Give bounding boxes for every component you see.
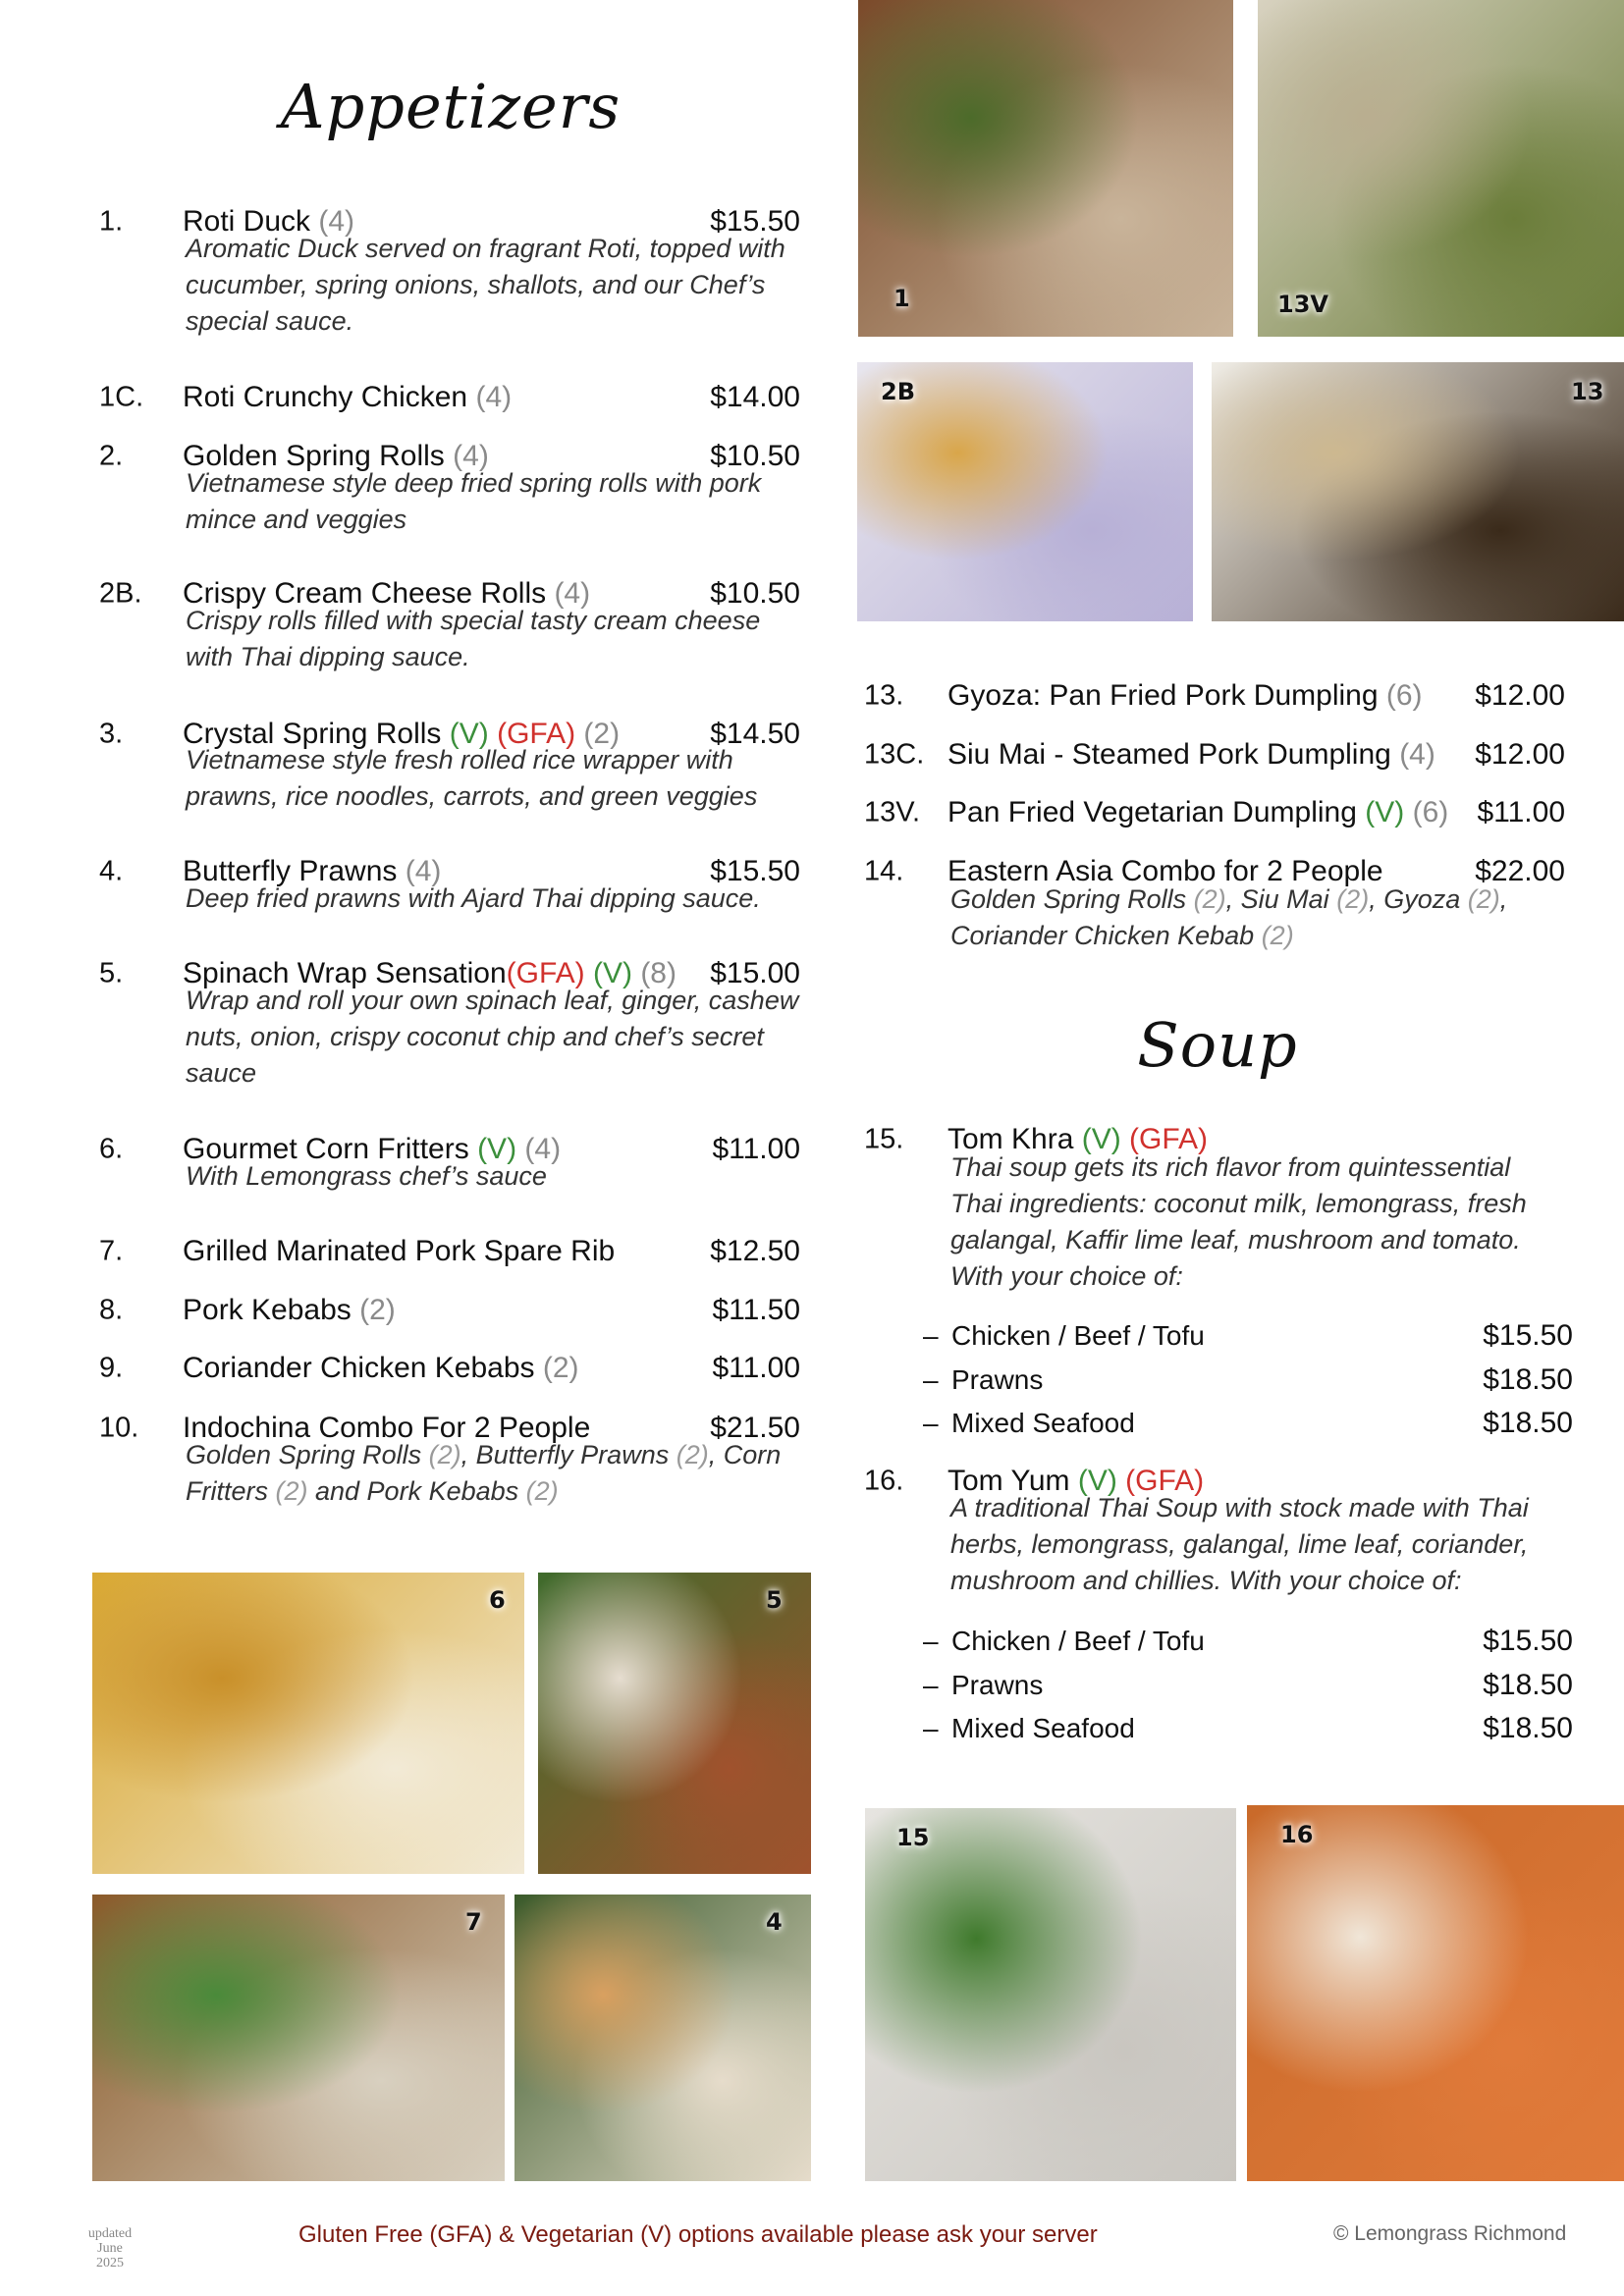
item-name-text: Coriander Chicken Kebabs	[183, 1352, 535, 1384]
item-price: $10.50	[710, 440, 800, 472]
photo-item-number: 6	[489, 1586, 506, 1614]
description-text: Golden Spring Rolls	[950, 884, 1194, 914]
description-text: and Pork Kebabs	[307, 1476, 526, 1506]
description-text: Aromatic Duck served on fragrant Roti, topped with	[186, 234, 785, 263]
soup-option-label: Prawns	[951, 1670, 1044, 1700]
description-line	[186, 639, 760, 675]
soup-option-label: Chicken / Beef / Tofu	[951, 1320, 1205, 1351]
updated-date: updated June 2025	[87, 2226, 133, 2270]
menu-item-name	[947, 679, 1423, 713]
vegetarian-badge: (V)	[1069, 1465, 1117, 1497]
option-bullet: –	[923, 1713, 939, 1743]
description-text: sauce	[186, 1058, 257, 1088]
portion-count: (2)	[1193, 884, 1226, 914]
soup-option-label: Mixed Seafood	[951, 1408, 1135, 1438]
food-photo-16	[1247, 1805, 1624, 2181]
item-name-text: Roti Duck	[183, 205, 311, 238]
description-text: , Gyoza	[1369, 884, 1468, 914]
description-text: , Siu Mai	[1225, 884, 1337, 914]
description-text: with Thai dipping sauce.	[186, 642, 470, 671]
item-price: $12.50	[710, 1235, 800, 1267]
item-name-text: Spinach Wrap Sensation	[183, 957, 507, 989]
item-description	[950, 1490, 1529, 1599]
portion-count: (2)	[351, 1294, 396, 1326]
food-photo-15	[865, 1808, 1236, 2181]
description-text: nuts, onion, crispy coconut chip and chef’s secret	[186, 1022, 764, 1051]
portion-count: (2)	[1261, 921, 1294, 950]
vegetarian-badge: (V)	[1073, 1123, 1121, 1155]
food-photo-13	[1212, 362, 1624, 621]
description-text: Wrap and roll your own spinach leaf, ginger, cashew	[186, 986, 799, 1015]
menu-item-name	[183, 1294, 396, 1327]
portion-count: (2)	[428, 1440, 461, 1469]
soup-option-price: $18.50	[1483, 1712, 1573, 1744]
item-name-text: Butterfly Prawns	[183, 855, 398, 887]
description-line: mushroom and chillies. With your choice of:	[950, 1566, 1462, 1595]
item-price: $21.50	[710, 1412, 800, 1444]
description-text: special sauce.	[186, 306, 354, 336]
item-number: 15.	[864, 1123, 904, 1155]
description-line	[186, 983, 798, 1019]
option-bullet: –	[923, 1364, 939, 1395]
description-line	[186, 1158, 547, 1195]
item-description	[186, 983, 798, 1092]
item-price: $12.00	[1475, 679, 1565, 712]
description-text: Fritters	[186, 1476, 276, 1506]
item-number: 16.	[864, 1465, 904, 1497]
vegetarian-badge: (V)	[1356, 796, 1405, 828]
description-line	[186, 465, 761, 502]
description-line: Thai ingredients: coconut milk, lemongrass, fresh	[950, 1189, 1527, 1218]
menu-item-name	[947, 738, 1435, 772]
description-line	[186, 231, 785, 267]
item-name-text: Gyoza: Pan Fried Pork Dumpling	[947, 679, 1379, 712]
portion-count: (2)	[676, 1440, 709, 1469]
portion-count: (6)	[1404, 796, 1449, 828]
item-number: 1C.	[99, 381, 144, 413]
soup-option-label: Chicken / Beef / Tofu	[951, 1626, 1205, 1656]
description-line	[186, 1019, 798, 1055]
food-photo-6	[92, 1573, 524, 1874]
gluten-free-badge: (GFA)	[1116, 1465, 1205, 1497]
item-number: 10.	[99, 1412, 139, 1444]
gluten-free-badge: (GFA)	[1120, 1123, 1209, 1155]
food-photo-1	[858, 0, 1233, 337]
description-text: ,	[1499, 884, 1508, 914]
item-number: 1.	[99, 205, 124, 238]
description-line	[950, 918, 1507, 954]
item-name-text: Eastern Asia Combo for 2 People	[947, 855, 1383, 887]
menu-item-name	[183, 1235, 615, 1268]
photo-item-number: 13	[1571, 378, 1604, 405]
gluten-free-badge: (GFA)	[488, 718, 576, 750]
soup-option-price: $18.50	[1483, 1669, 1573, 1701]
photo-item-number: 2B	[881, 378, 915, 405]
portion-count: (4)	[467, 381, 513, 413]
portion-count: (2)	[575, 718, 621, 750]
portion-count: (2)	[275, 1476, 308, 1506]
item-name-text: Crystal Spring Rolls	[183, 718, 442, 750]
item-description	[186, 1158, 547, 1195]
portion-count: (2)	[1336, 884, 1370, 914]
soup-option-price: $15.50	[1483, 1319, 1573, 1352]
portion-count: (4)	[546, 577, 591, 610]
description-line	[186, 1473, 781, 1510]
item-name-text: Grilled Marinated Pork Spare Rib	[183, 1235, 616, 1267]
food-photo-13v	[1258, 0, 1624, 337]
vegetarian-badge: (V)	[441, 718, 489, 750]
description-text: cucumber, spring onions, shallots, and our Chef’s	[186, 270, 766, 299]
description-line	[186, 742, 757, 778]
item-name-text: Tom Yum	[947, 1465, 1070, 1497]
item-price: $15.50	[710, 855, 800, 887]
item-number: 14.	[864, 855, 904, 887]
description-line	[186, 1437, 781, 1473]
photo-item-number: 15	[896, 1824, 930, 1851]
item-price: $10.50	[710, 577, 800, 610]
item-name-text: Siu Mai - Steamed Pork Dumpling	[947, 738, 1391, 771]
item-price: $15.00	[710, 957, 800, 989]
item-description	[186, 881, 761, 917]
item-number: 3.	[99, 718, 124, 750]
vegetarian-badge: (V)	[584, 957, 632, 989]
description-line	[186, 603, 760, 639]
photo-item-number: 5	[766, 1586, 783, 1614]
item-number: 7.	[99, 1235, 124, 1267]
photo-item-number: 16	[1280, 1821, 1314, 1848]
description-text: , Butterfly Prawns	[460, 1440, 677, 1469]
description-line: galangal, Kaffir lime leaf, mushroom and tomato.	[950, 1225, 1521, 1255]
menu-item-name	[183, 381, 512, 414]
item-description	[186, 1437, 781, 1510]
soup-option-price: $18.50	[1483, 1407, 1573, 1439]
item-description	[186, 465, 761, 538]
option-bullet: –	[923, 1320, 939, 1351]
item-price: $11.00	[712, 1352, 800, 1384]
description-text: Golden Spring Rolls	[186, 1440, 429, 1469]
photo-item-number: 13V	[1277, 291, 1328, 318]
gluten-free-badge: (GFA)	[506, 957, 585, 989]
item-price: $11.50	[712, 1294, 800, 1326]
portion-count: (4)	[444, 440, 489, 472]
soup-title: Soup	[1137, 1009, 1298, 1081]
description-line	[950, 881, 1507, 918]
description-text: prawns, rice noodles, carrots, and green veggies	[186, 781, 758, 811]
item-price: $15.50	[710, 205, 800, 238]
item-name-text: Crispy Cream Cheese Rolls	[183, 577, 547, 610]
description-line	[186, 303, 785, 340]
portion-count: (8)	[631, 957, 677, 989]
description-line	[186, 502, 761, 538]
portion-count: (4)	[310, 205, 355, 238]
menu-item-name	[183, 1352, 579, 1385]
item-name-text: Roti Crunchy Chicken	[183, 381, 468, 413]
item-number: 13C.	[864, 738, 925, 771]
option-bullet: –	[923, 1626, 939, 1656]
menu-item-name	[947, 796, 1448, 829]
description-line	[186, 778, 757, 815]
item-name-text: Pork Kebabs	[183, 1294, 352, 1326]
description-line: A traditional Thai Soup with stock made with Thai	[950, 1493, 1529, 1522]
portion-count: (4)	[1390, 738, 1435, 771]
description-text: With Lemongrass chef’s sauce	[186, 1161, 547, 1191]
dietary-options-note: Gluten Free (GFA) & Vegetarian (V) options available please ask your server	[298, 2221, 1098, 2248]
description-text: Vietnamese style fresh rolled rice wrapper with	[186, 745, 733, 774]
vegetarian-badge: (V)	[468, 1133, 517, 1165]
item-description	[186, 742, 757, 815]
item-number: 13V.	[864, 796, 920, 828]
description-line: herbs, lemongrass, galangal, lime leaf, coriander,	[950, 1529, 1529, 1559]
option-bullet: –	[923, 1408, 939, 1438]
description-line	[186, 881, 761, 917]
item-number: 5.	[99, 957, 124, 989]
photo-item-number: 4	[766, 1908, 783, 1936]
food-photo-4	[514, 1895, 811, 2181]
portion-count: (2)	[525, 1476, 559, 1506]
item-description	[950, 1149, 1527, 1295]
item-description	[186, 231, 785, 340]
description-line	[186, 1055, 798, 1092]
option-bullet: –	[923, 1670, 939, 1700]
soup-option-label: Mixed Seafood	[951, 1713, 1135, 1743]
food-photo-7	[92, 1895, 505, 2181]
portion-count: (2)	[534, 1352, 579, 1384]
soup-option-price: $15.50	[1483, 1625, 1573, 1657]
item-name-text: Gourmet Corn Fritters	[183, 1133, 469, 1165]
portion-count: (4)	[397, 855, 442, 887]
item-name-text: Golden Spring Rolls	[183, 440, 445, 472]
photo-item-number: 7	[465, 1908, 482, 1936]
item-description	[950, 881, 1507, 954]
item-name-text: Indochina Combo For 2 People	[183, 1412, 591, 1444]
description-line: With your choice of:	[950, 1261, 1183, 1291]
description-text: Coriander Chicken Kebab	[950, 921, 1262, 950]
description-line	[186, 267, 785, 303]
item-number: 9.	[99, 1352, 124, 1384]
item-number: 6.	[99, 1133, 124, 1165]
item-name-text: Tom Khra	[947, 1123, 1074, 1155]
photo-item-number: 1	[893, 285, 910, 312]
item-price: $11.00	[712, 1133, 800, 1165]
description-text: , Corn	[708, 1440, 782, 1469]
description-text: Crispy rolls filled with special tasty cream cheese	[186, 606, 761, 635]
item-price: $22.00	[1475, 855, 1565, 887]
portion-count: (6)	[1378, 679, 1423, 712]
item-price: $14.00	[710, 381, 800, 413]
description-text: Deep fried prawns with Ajard Thai dipping sauce.	[186, 883, 761, 913]
soup-option-price: $18.50	[1483, 1363, 1573, 1396]
item-name-text: Pan Fried Vegetarian Dumpling	[947, 796, 1357, 828]
food-photo-5	[538, 1573, 811, 1874]
description-text: Vietnamese style deep fried spring rolls with pork	[186, 468, 762, 498]
copyright: © Lemongrass Richmond	[1333, 2222, 1567, 2245]
item-number: 2.	[99, 440, 124, 472]
portion-count: (4)	[516, 1133, 562, 1165]
item-number: 2B.	[99, 577, 142, 610]
item-number: 8.	[99, 1294, 124, 1326]
food-photo-2b	[857, 362, 1193, 621]
item-number: 4.	[99, 855, 124, 887]
description-line: Thai soup gets its rich flavor from quintessential	[950, 1152, 1511, 1182]
appetizers-title: Appetizers	[280, 71, 622, 142]
item-price: $11.00	[1477, 796, 1565, 828]
item-price: $14.50	[710, 718, 800, 750]
soup-option-label: Prawns	[951, 1364, 1044, 1395]
item-price: $12.00	[1475, 738, 1565, 771]
portion-count: (2)	[1467, 884, 1500, 914]
item-description	[186, 603, 760, 675]
item-number: 13.	[864, 679, 904, 712]
description-text: mince and veggies	[186, 505, 407, 534]
